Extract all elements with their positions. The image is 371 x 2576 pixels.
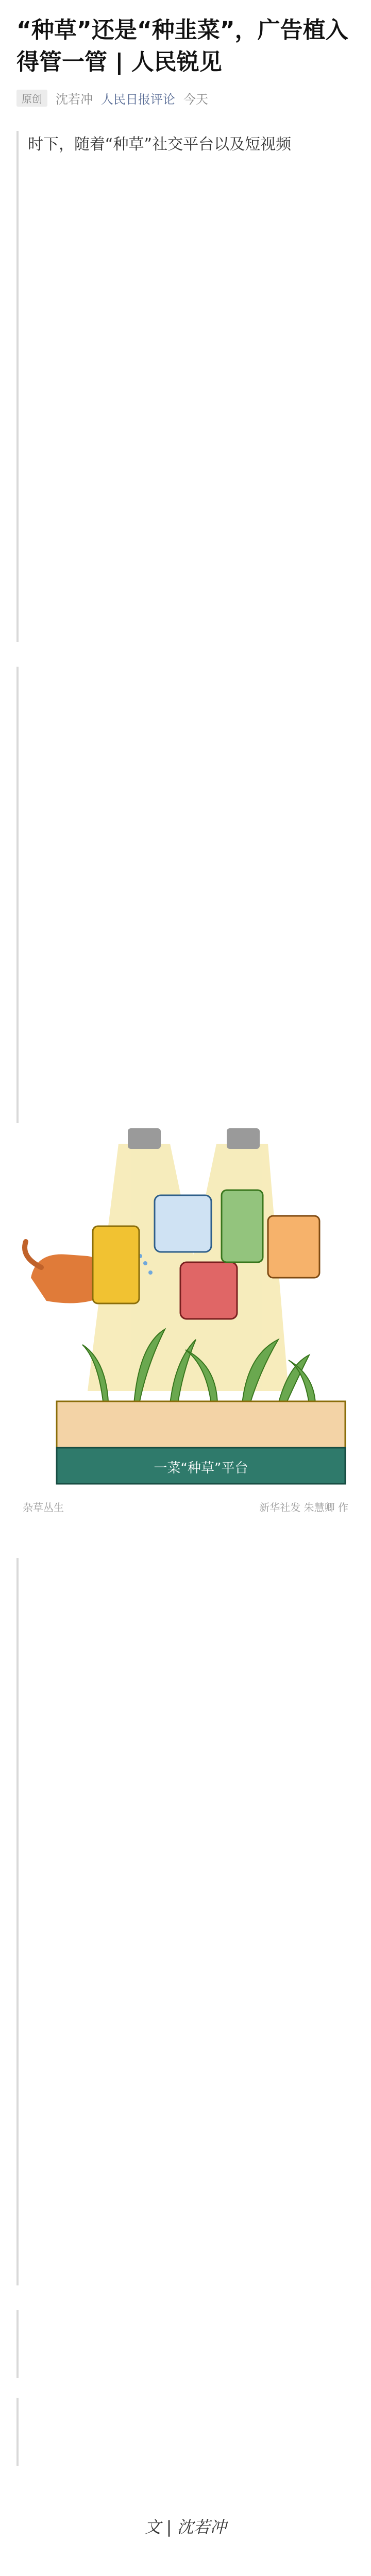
paragraph-line <box>28 1684 355 1716</box>
paragraph-line <box>28 480 355 512</box>
paragraph-line <box>28 1843 355 1875</box>
paragraph-line <box>28 576 355 608</box>
paragraph-line <box>28 728 355 760</box>
paragraph-line <box>28 1780 355 1811</box>
paragraph-line <box>28 352 355 384</box>
paragraph-line <box>28 384 355 416</box>
paragraph-line <box>28 193 355 225</box>
paragraph-line <box>28 1080 355 1112</box>
paragraph-line <box>28 416 355 448</box>
quote-bar <box>16 131 19 642</box>
paragraph-line <box>28 792 355 824</box>
paragraph-line <box>28 512 355 544</box>
paragraph-line <box>28 1716 355 1748</box>
paragraph-line <box>28 1971 355 2003</box>
page-title: “种草”还是“种韭菜”，广告植入得管一管 | 人民锐见 <box>16 17 348 75</box>
paragraph-4 <box>16 2308 355 2380</box>
paragraph-line <box>28 2099 355 2131</box>
quote-bar <box>16 1558 19 2285</box>
illustration-credit-right: 新华社发 朱慧卿 作 <box>259 1501 348 1514</box>
quote-bar <box>16 2398 19 2466</box>
author-name[interactable]: 沈若冲 <box>56 92 93 107</box>
paragraph-line <box>28 760 355 792</box>
paragraph-line <box>28 1907 355 1939</box>
planter-box <box>57 1401 345 1484</box>
paragraph-line <box>28 2003 355 2035</box>
paragraph-line <box>28 984 355 1016</box>
paragraph-line <box>28 1811 355 1843</box>
paragraph-line <box>28 888 355 920</box>
paragraph-line <box>28 1748 355 1780</box>
paragraph-line <box>28 824 355 856</box>
paragraph-line <box>28 2308 355 2340</box>
illustration-credit-left: 杂草丛生 <box>23 1501 64 1514</box>
source-account-link[interactable]: 人民日报评论 <box>101 92 175 107</box>
paragraph-line <box>28 2163 355 2195</box>
paragraph-line <box>28 1556 355 1588</box>
paragraph-line <box>28 920 355 952</box>
paragraph-line <box>28 697 355 728</box>
paragraph-lines <box>28 1556 355 2291</box>
cartoon-illustration <box>0 1123 371 1525</box>
paragraph-line <box>28 856 355 888</box>
paragraph-line <box>28 608 355 640</box>
paragraph-line <box>28 2195 355 2227</box>
original-badge: 原创 <box>16 90 47 107</box>
paragraph-line <box>28 1048 355 1080</box>
paragraph-lines <box>28 129 355 640</box>
paragraph-lines <box>28 2396 355 2460</box>
paragraph-line <box>28 952 355 984</box>
paragraph-line <box>28 2396 355 2428</box>
paragraph-line <box>28 2227 355 2259</box>
banner-text: 一菜“种草”平台 <box>154 1461 248 1476</box>
article-meta <box>16 88 208 108</box>
paragraph-line <box>28 1875 355 1907</box>
quote-bar <box>16 2310 19 2378</box>
paragraph-1 <box>16 129 355 644</box>
paragraph-line <box>28 2259 355 2291</box>
paragraph-line <box>28 289 355 320</box>
paragraph-line <box>28 1016 355 1048</box>
paragraph-line <box>28 225 355 257</box>
paragraph-line <box>28 2067 355 2099</box>
signature: 文 | 沈若冲 <box>144 2517 227 2537</box>
publish-date: 今天 <box>183 92 208 107</box>
paragraph-line <box>28 2428 355 2460</box>
paragraph-line <box>28 1620 355 1652</box>
paragraph-lines <box>28 2308 355 2372</box>
paragraph-line <box>28 544 355 576</box>
paragraph-line <box>28 257 355 289</box>
paragraph-line <box>28 1939 355 1971</box>
paragraph-line <box>28 320 355 352</box>
paragraph-line <box>28 665 355 697</box>
paragraph-5 <box>16 2396 355 2468</box>
paragraph-line <box>28 448 355 480</box>
paragraph-line <box>28 1588 355 1620</box>
paragraph-line <box>28 161 355 193</box>
paragraph-line <box>28 2131 355 2163</box>
paragraph-line <box>28 2340 355 2372</box>
paragraph-line <box>28 2035 355 2067</box>
paragraph-3 <box>16 1556 355 2287</box>
paragraph-line: 时下，随着“种草”社交平台以及短视频 <box>28 135 292 154</box>
paragraph-line <box>28 1652 355 1684</box>
